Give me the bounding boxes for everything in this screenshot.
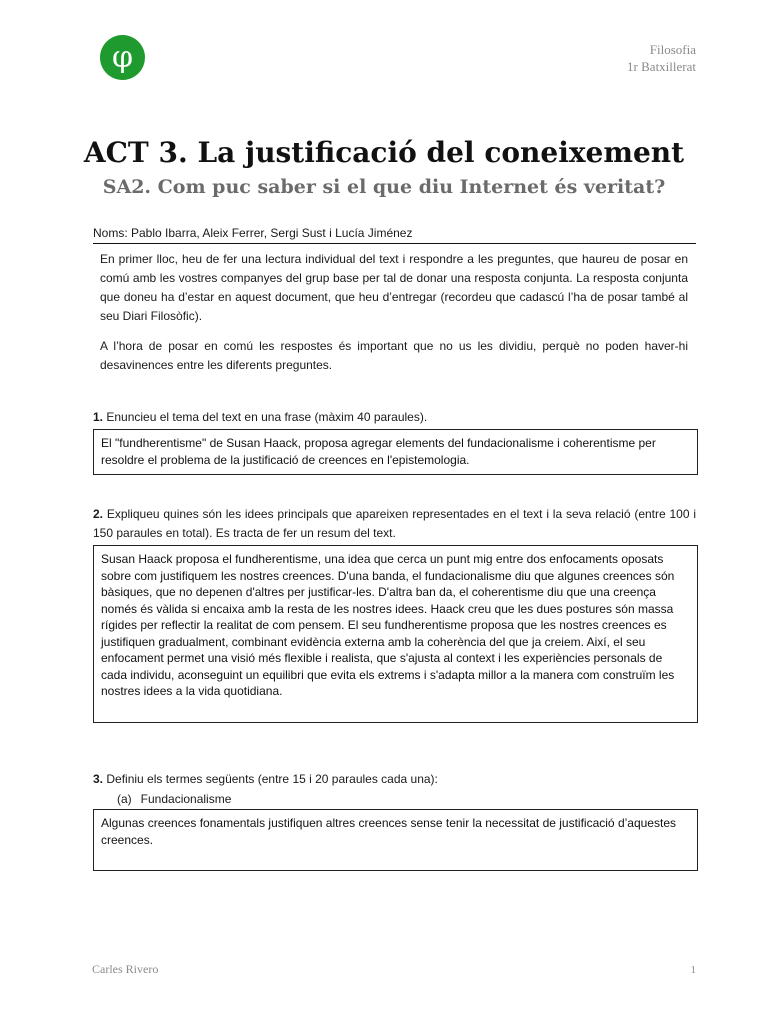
footer-author: Carles Rivero <box>92 962 159 976</box>
subject-label: Filosofia <box>649 42 696 57</box>
answer-box-1[interactable]: El "fundherentisme" de Susan Haack, proposa agregar elements del fundacionalisme i coherentisme per resoldre el problema de la justificació de creences en l'epistemologia. <box>93 429 698 475</box>
question-text: Enuncieu el tema del text en una frase (màxim 40 paraules). <box>103 410 428 424</box>
document-subtitle: SA2. Com puc saber si el que diu Internet és veritat? <box>102 176 666 198</box>
sub-question-term: Fundacionalisme <box>140 792 232 806</box>
instructions <box>100 250 688 386</box>
question-number: 1. <box>93 410 104 424</box>
question-3 <box>93 770 696 789</box>
question-2 <box>93 505 696 543</box>
answer-box-2[interactable]: Susan Haack proposa el fundherentisme, una idea que cerca un punt mig entre dos enfocaments oposats sobre com justifiquem les nostres creences. D'una banda, el fundacionalisme diu que algunes creences són bàsiques, que no depenen d'altres per justificar-les. D'altra ban da, el coherentisme diu que una creença només és vàlida si encaixa amb la resta de les nostres idees. Haack creu que les dues postures són massa rígides per reflectir la realitat de com pensem. El seu fundherentisme proposa que les nostres creences es justifiquen gradualment, combinant evidència externa amb la coherència del que ja creiem. Així, el seu enfocament permet una visió més flexible i realista, que s'ajusta al context i les experiències personals de cada individu, aconseguint un equilibri que evita els extrems i s'adapta millor a la manera com construïm les nostres idees a la vida quotidiana. <box>93 545 698 723</box>
course-label: 1r Batxillerat <box>627 59 696 74</box>
phi-logo-icon: φ <box>100 35 145 80</box>
page-header-info <box>627 41 696 75</box>
question-number: 3. <box>93 772 104 786</box>
sub-question-label: (a) <box>117 792 132 806</box>
sub-question-a <box>117 790 240 809</box>
answer-box-3a[interactable]: Algunas creences fonamentals justifiquen altres creences sense tenir la necessitat de justificació d’aquestes creences. <box>93 809 698 871</box>
instruction-paragraph: En primer lloc, heu de fer una lectura individual del text i respondre a les preguntes, que haureu de posar en comú amb les vostres companyes del grup base per tal de donar una resposta conjunta. La resposta conjunta que doneu ha d’estar en aquest document, que heu d’entregar (recordeu que cadascú l’ha de posar també al seu Diari Filosòfic). <box>100 252 688 323</box>
page-number: 1 <box>690 964 696 976</box>
question-number: 2. <box>93 507 104 521</box>
question-1 <box>93 408 696 427</box>
instruction-paragraph: A l’hora de posar en comú les respostes és important que no us les dividiu, perquè no poden haver-hi desavinences entre les diferents preguntes. <box>100 339 688 372</box>
student-names: Noms: Pablo Ibarra, Aleix Ferrer, Sergi Sust i Lucía Jiménez <box>93 224 696 244</box>
document-title: ACT 3. La justificació del coneixement <box>83 136 685 169</box>
question-text: Definiu els termes següents (entre 15 i 20 paraules cada una): <box>103 772 438 786</box>
question-text: Expliqueu quines són les idees principals que apareixen representades en el text i la seva relació (entre 100 i 150 paraules en total). Es tracta de fer un resum del text. <box>93 507 696 540</box>
